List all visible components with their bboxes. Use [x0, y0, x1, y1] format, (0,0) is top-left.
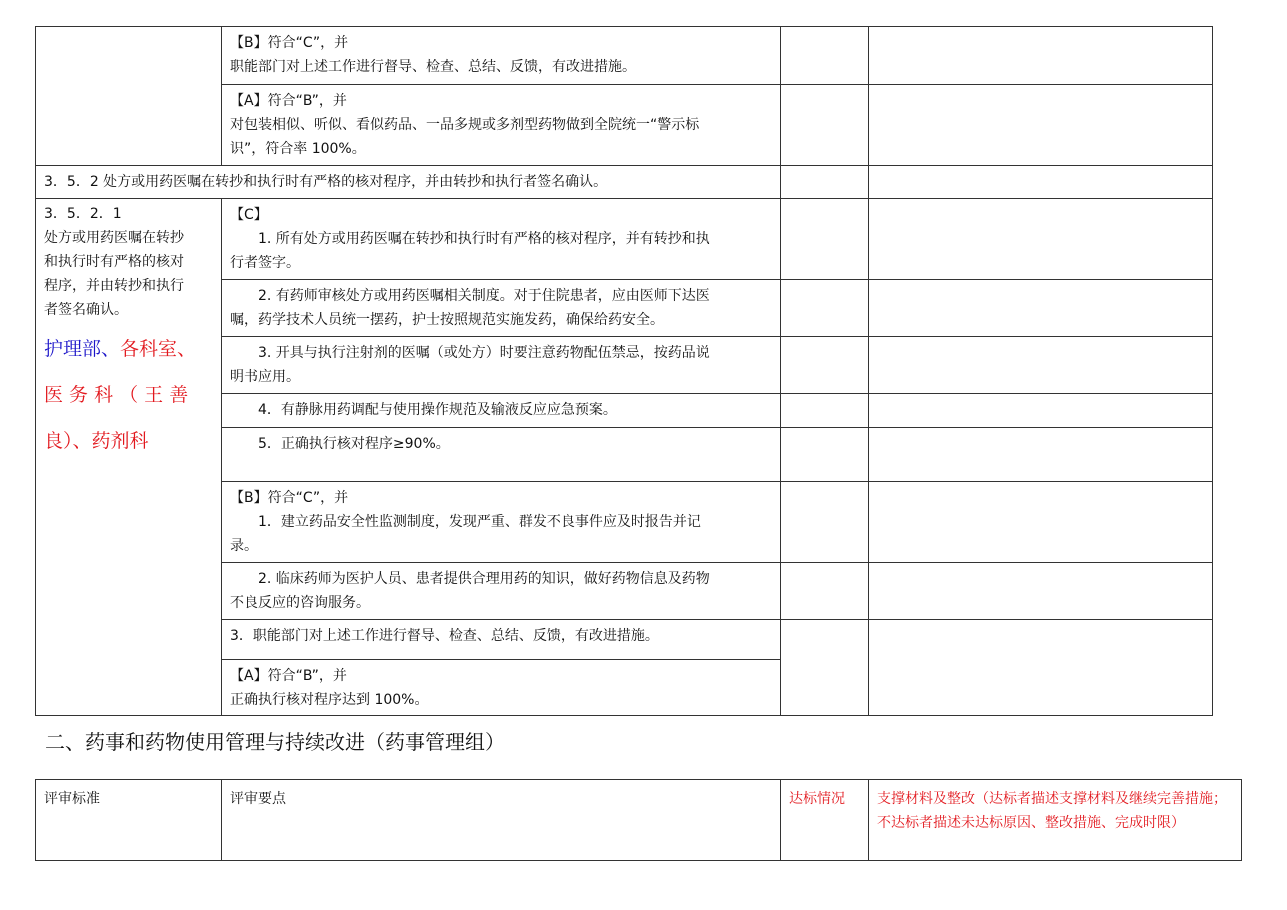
status-cell [780, 619, 868, 716]
status-cell [780, 165, 868, 198]
grade-a-cell [221, 659, 780, 716]
status-cell [780, 84, 868, 165]
support-cell [868, 393, 1213, 427]
header-key-points-label: 评审要点 [230, 791, 286, 807]
grade-b-item1-line2: 录。 [230, 538, 258, 554]
support-cell [868, 336, 1213, 393]
grade-b-item1-cell [221, 481, 780, 562]
status-cell [780, 336, 868, 393]
support-cell [868, 279, 1213, 336]
grade-a-top-head: 【A】符合“B”，并 [230, 93, 347, 109]
grade-b-top-text: 职能部门对上述工作进行督导、检查、总结、反馈，有改进措施。 [230, 59, 636, 75]
dept-medical-affairs: 医 务 科 （ 王 善 [44, 384, 189, 406]
standard-cell [35, 198, 221, 716]
header-support [868, 779, 1242, 861]
grade-c-item4: 4．有静脉用药调配与使用操作规范及输液反应应急预案。 [258, 402, 617, 418]
grade-c-item4-cell [221, 393, 780, 427]
support-cell [868, 619, 1213, 716]
grade-c-item1-line1: 1. 所有处方或用药医嘱在转抄和执行时有严格的核对程序，并有转抄和执 [258, 231, 710, 247]
grade-b-item2-line2: 不良反应的咨询服务。 [230, 595, 370, 611]
grade-b-top-cell [221, 26, 780, 84]
status-cell [780, 26, 868, 84]
dept-nursing: 护理部、 [44, 338, 121, 360]
grade-c-item2-line1: 2. 有药师审核处方或用药医嘱相关制度。对于住院患者，应由医师下达医 [258, 288, 710, 304]
grade-c-item3-line2: 明书应用。 [230, 369, 300, 385]
status-cell [780, 481, 868, 562]
header-standard [35, 779, 221, 861]
header-compliance [780, 779, 868, 861]
grade-a-top-cell [221, 84, 780, 165]
grade-b-item3: 3．职能部门对上述工作进行督导、检查、总结、反馈，有改进措施。 [230, 628, 659, 644]
header-standard-label: 评审标准 [44, 791, 100, 807]
support-cell [868, 165, 1213, 198]
standard-line: 程序，并由转抄和执行 [44, 278, 184, 294]
support-cell [868, 84, 1213, 165]
section-heading: 二、药事和药物使用管理与持续改进（药事管理组） [45, 730, 505, 754]
header-key-points [221, 779, 780, 861]
support-cell [868, 198, 1213, 279]
standard-cell-empty [35, 26, 221, 165]
header-compliance-label: 达标情况 [789, 791, 845, 807]
grade-b-top-head: 【B】符合“C”，并 [230, 35, 349, 51]
grade-c-item1-line2: 行者签字。 [230, 255, 300, 271]
status-cell [780, 279, 868, 336]
dept-clinical: 各科室、 [120, 338, 197, 360]
grade-a-top-line1: 对包装相似、听似、看似药品、一品多规或多剂型药物做到全院统一“警示标 [230, 117, 700, 133]
status-cell [780, 393, 868, 427]
grade-b-item1-line1: 1．建立药品安全性监测制度，发现严重、群发不良事件应及时报告并记 [258, 514, 701, 530]
grade-c-head: 【C】 [230, 207, 268, 223]
grade-c-item2-line2: 嘱，药学技术人员统一摆药，护士按照规范实施发药，确保给药安全。 [230, 312, 664, 328]
grade-a-top-line2: 识”，符合率 100%。 [230, 141, 366, 157]
grade-a-text: 正确执行核对程序达到 100%。 [230, 692, 429, 708]
support-cell [868, 562, 1213, 619]
section-title-cell [35, 165, 780, 198]
grade-b-item2-cell [221, 562, 780, 619]
grade-c-item2-cell [221, 279, 780, 336]
standard-line: 者签名确认。 [44, 302, 128, 318]
standard-line: 和执行时有严格的核对 [44, 254, 184, 270]
responsible-departments [44, 326, 213, 464]
section-title: 3．5．2 处方或用药医嘱在转抄和执行时有严格的核对程序，并由转抄和执行者签名确认。 [44, 174, 608, 190]
support-cell [868, 481, 1213, 562]
standard-line: 处方或用药医嘱在转抄 [44, 230, 184, 246]
grade-b-item3-cell [221, 619, 780, 659]
grade-b-head: 【B】符合“C”，并 [230, 490, 349, 506]
header-support-label: 支撑材料及整改（达标者描述支撑材料及继续完善措施；不达标者描述未达标原因、整改措施、完成时限） [877, 791, 1227, 831]
standard-number: 3．5．2．1 [44, 206, 122, 222]
grade-c-item5: 5．正确执行核对程序≥90%。 [258, 436, 450, 452]
status-cell [780, 562, 868, 619]
support-cell [868, 26, 1213, 84]
status-cell [780, 427, 868, 481]
grade-c-item1-cell [221, 198, 780, 279]
status-cell [780, 198, 868, 279]
grade-c-item5-cell [221, 427, 780, 481]
dept-pharmacy: 良）、药剂科 [44, 430, 149, 452]
support-cell [868, 427, 1213, 481]
grade-a-head: 【A】符合“B”，并 [230, 668, 347, 684]
grade-b-item2-line1: 2. 临床药师为医护人员、患者提供合理用药的知识，做好药物信息及药物 [258, 571, 710, 587]
grade-c-item3-cell [221, 336, 780, 393]
grade-c-item3-line1: 3. 开具与执行注射剂的医嘱（或处方）时要注意药物配伍禁忌，按药品说 [258, 345, 710, 361]
